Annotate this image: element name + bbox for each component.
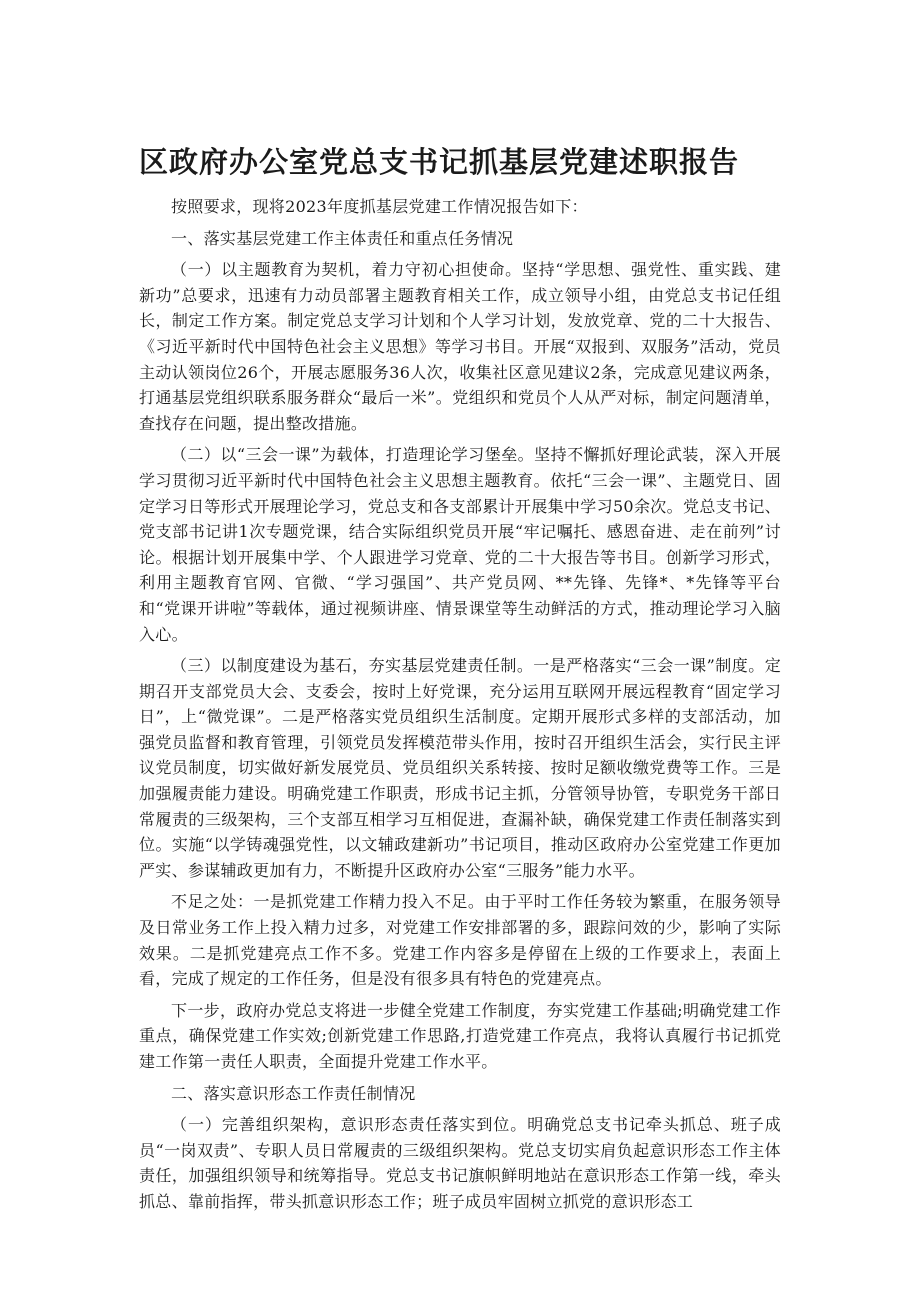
section1-next-steps: 下一步，政府办党总支将进一步健全党建工作制度，夯实党建工作基础;明确党建工作重点，确保党建工作实效;创新党建工作思路,打造党建工作亮点，我将认真履行书记抓党建工作第一责任人职责，全面提升党建工作水平。 — [139, 1000, 781, 1071]
section1-paragraph-1: （一）以主题教育为契机，着力守初心担使命。坚持“学思想、强党性、重实践、建新功”总要求，迅速有力动员部署主题教育相关工作，成立领导小组，由党总支书记任组长，制定工作方案。制定党总支学习计划和个人学习计划，发放党章、党的二十大报告、《习近平新时代中国特色社会主义思想》等学习书目。开展“双报到、双服务”活动，党员主动认领岗位26个，开展志愿服务36人次，收集社区意见建议2条，完成意见建议两条，打通基层党组织联系服务群众“最后一米”。党组织和党员个人从严对标，制定问题清单，查找存在问题，提出整改措施。 — [139, 260, 781, 433]
section2-paragraph-1: （一）完善组织架构，意识形态责任落实到位。明确党总支书记牵头抓总、班子成员“一岗双责”、专职人员日常履责的三级组织架构。党总支切实肩负起意识形态工作主体责任，加强组织领导和统筹指导。党总支书记旗帜鲜明地站在意识形态工作第一线，牵头抓总、靠前指挥，带头抓意识形态工作；班子成员牢固树立抓党的意识形态工 — [139, 1115, 781, 1211]
section1-heading: 一、落实基层党建工作主体责任和重点任务情况 — [171, 228, 514, 248]
section1-paragraph-2: （二）以“三会一课”为载体，打造理论学习堡垒。坚持不懈抓好理论武装，深入开展学习贯彻习近平新时代中国特色社会主义思想主题教育。依托“三会一课”、主题党日、固定学习日等形式开展理论学习，党总支和各支部累计开展集中学习50余次。党总支书记、党支部书记讲1次专题党课，结合实际组织党员开展“牢记嘱托、感恩奋进、走在前列”讨论。根据计划开展集中学、个人跟进学习党章、党的二十大报告等书目。创新学习形式，利用主题教育官网、官微、“学习强国”、共产党员网、**先锋、先锋*、*先锋等平台和“党课开讲啦”等载体，通过视频讲座、情景课堂等生动鲜活的方式，推动理论学习入脑入心。 — [139, 445, 781, 644]
section1-paragraph-3: （三）以制度建设为基石，夯实基层党建责任制。一是严格落实“三会一课”制度。定期召开支部党员大会、支委会，按时上好党课，充分运用互联网开展远程教育“固定学习日”，上“微党课”。二是严格落实党员组织生活制度。定期开展形式多样的支部活动，加强党员监督和教育管理，引领党员发挥模范带头作用，按时召开组织生活会，实行民主评议党员制度，切实做好新发展党员、党员组织关系转接、按时足额收缴党费等工作。三是加强履责能力建设。明确党建工作职责，形成书记主抓，分管领导协管，专职党务干部日常履责的三级架构，三个支部互相学习互相促进，查漏补缺，确保党建工作责任制落实到位。实施“以学铸魂强党性，以文辅政建新功”书记项目，推动区政府办公室党建工作更加严实、参谋辅政更加有力，不断提升区政府办公室“三服务”能力水平。 — [139, 656, 781, 880]
section1-shortcomings: 不足之处：一是抓党建工作精力投入不足。由于平时工作任务较为繁重，在服务领导及日常业务工作上投入精力过多，对党建工作安排部署的多，跟踪问效的少，影响了实际效果。二是抓党建亮点工作不多。党建工作内容多是停留在上级的工作要求上，表面上看，完成了规定的工作任务，但是没有很多具有特色的党建亮点。 — [139, 892, 781, 989]
document-page — [139, 140, 781, 1221]
document-title: 区政府办公室党总支书记抓基层党建述职报告 — [139, 145, 740, 179]
intro-paragraph: 按照要求，现将2023年度抓基层党建工作情况报告如下： — [171, 197, 588, 216]
section2-heading: 二、落实意识形态工作责任制情况 — [171, 1083, 416, 1103]
